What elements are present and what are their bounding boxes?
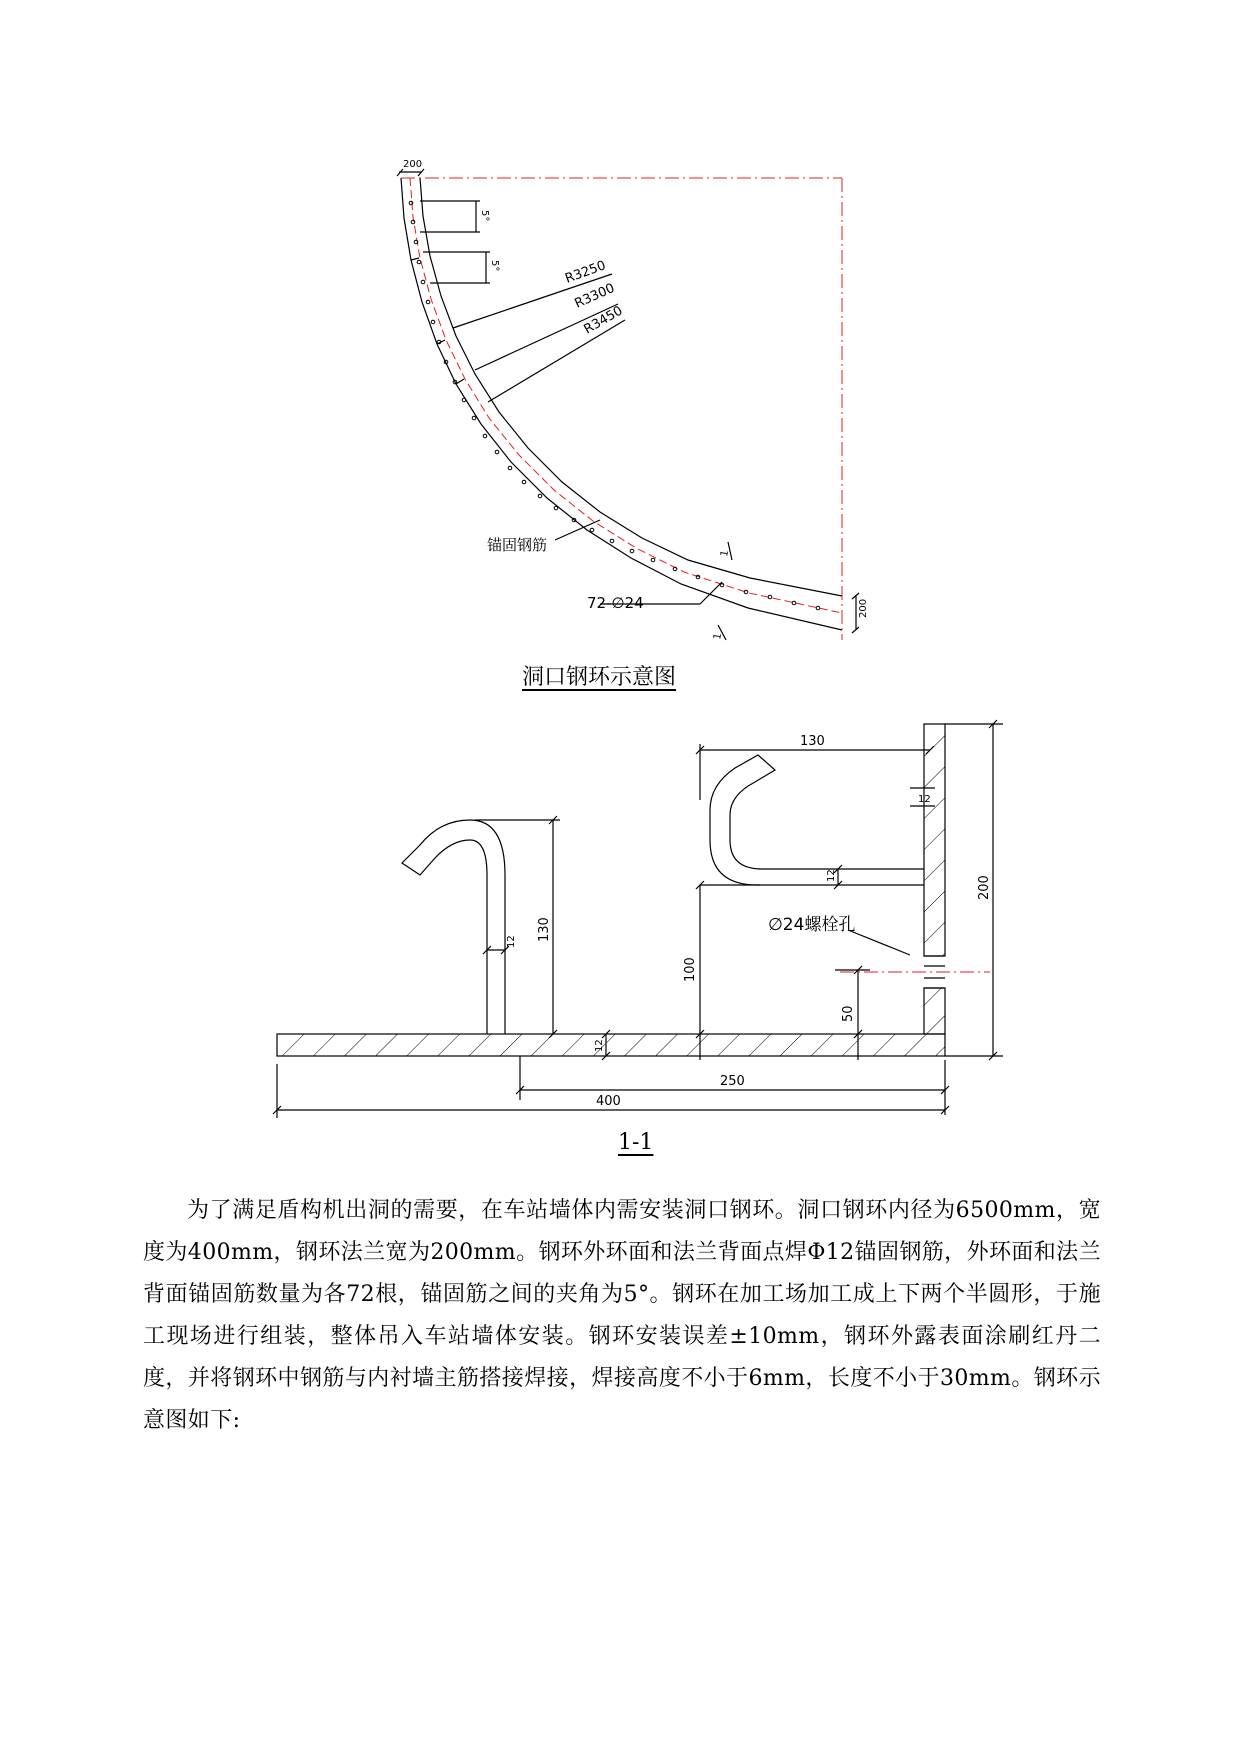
dim-right-200: 200 bbox=[858, 598, 869, 618]
right-hook-bar bbox=[710, 755, 924, 885]
angle-label-a: 5° bbox=[479, 210, 490, 222]
dim-top-200: 200 bbox=[403, 159, 423, 170]
dim-12-flange: 12 bbox=[918, 794, 931, 805]
radius-label-r3250: R3250 bbox=[563, 258, 608, 287]
dim-50: 50 bbox=[841, 1005, 856, 1022]
dim-130-left: 130 bbox=[537, 917, 552, 942]
bottom-plate bbox=[277, 1034, 945, 1056]
dim-250: 250 bbox=[720, 1074, 745, 1089]
dim-12-hook: 12 bbox=[826, 869, 837, 882]
ring-outer-edge bbox=[401, 178, 842, 630]
ring-inner-edge bbox=[420, 178, 842, 596]
dim-400: 400 bbox=[596, 1094, 621, 1109]
dim-100: 100 bbox=[683, 957, 698, 982]
dim-12-left: 12 bbox=[506, 935, 517, 948]
vertical-flange bbox=[924, 724, 945, 956]
holes-label: 72-∅24 bbox=[587, 594, 644, 612]
angle-label-b: 5° bbox=[489, 260, 500, 272]
left-hook-bar bbox=[402, 820, 505, 1034]
figure2-caption: 1-1 bbox=[618, 1130, 654, 1155]
bolt-hole-dots bbox=[409, 201, 820, 610]
ring-quarter-diagram bbox=[397, 169, 859, 640]
dim-130-top: 130 bbox=[800, 734, 825, 749]
radius-label-r3300: R3300 bbox=[572, 280, 618, 312]
figure1-caption: 洞口钢环示意图 bbox=[522, 665, 677, 690]
anchor-bar-label: 锚固钢筋 bbox=[487, 536, 548, 554]
section-1-1-diagram bbox=[273, 720, 1003, 1118]
section-mark-bottom: 1 bbox=[712, 632, 725, 641]
dim-12-plate: 12 bbox=[594, 1039, 605, 1052]
ring-centerline bbox=[410, 178, 842, 613]
radius-label-r3450: R3450 bbox=[581, 303, 626, 338]
section-mark-top: 1 bbox=[719, 549, 732, 558]
flange-lower-part bbox=[924, 988, 945, 1034]
bolt-hole-label: ∅24螺栓孔 bbox=[768, 915, 856, 935]
body-paragraph: 为了满足盾构机出洞的需要，在车站墙体内需安装洞口钢环。洞口钢环内径为6500mm，宽度为400mm，钢环法兰宽为200mm。钢环外环面和法兰背面点焊Φ12锚固钢筋，外环面和法兰背面锚固筋数量为各72根，锚固筋之间的夹角为5°。钢环在加工场加工成上下两个半圆形，于施工现场进行组装，整体吊入车站墙体安装。钢环安装误差±10mm，钢环外露表面涂刷红丹二度，并将钢环中钢筋与内衬墙主筋搭接焊接，焊接高度不小于6mm，长度不小于30mm。钢环示意图如下: bbox=[143, 1198, 1101, 1433]
dim-200: 200 bbox=[977, 875, 992, 900]
